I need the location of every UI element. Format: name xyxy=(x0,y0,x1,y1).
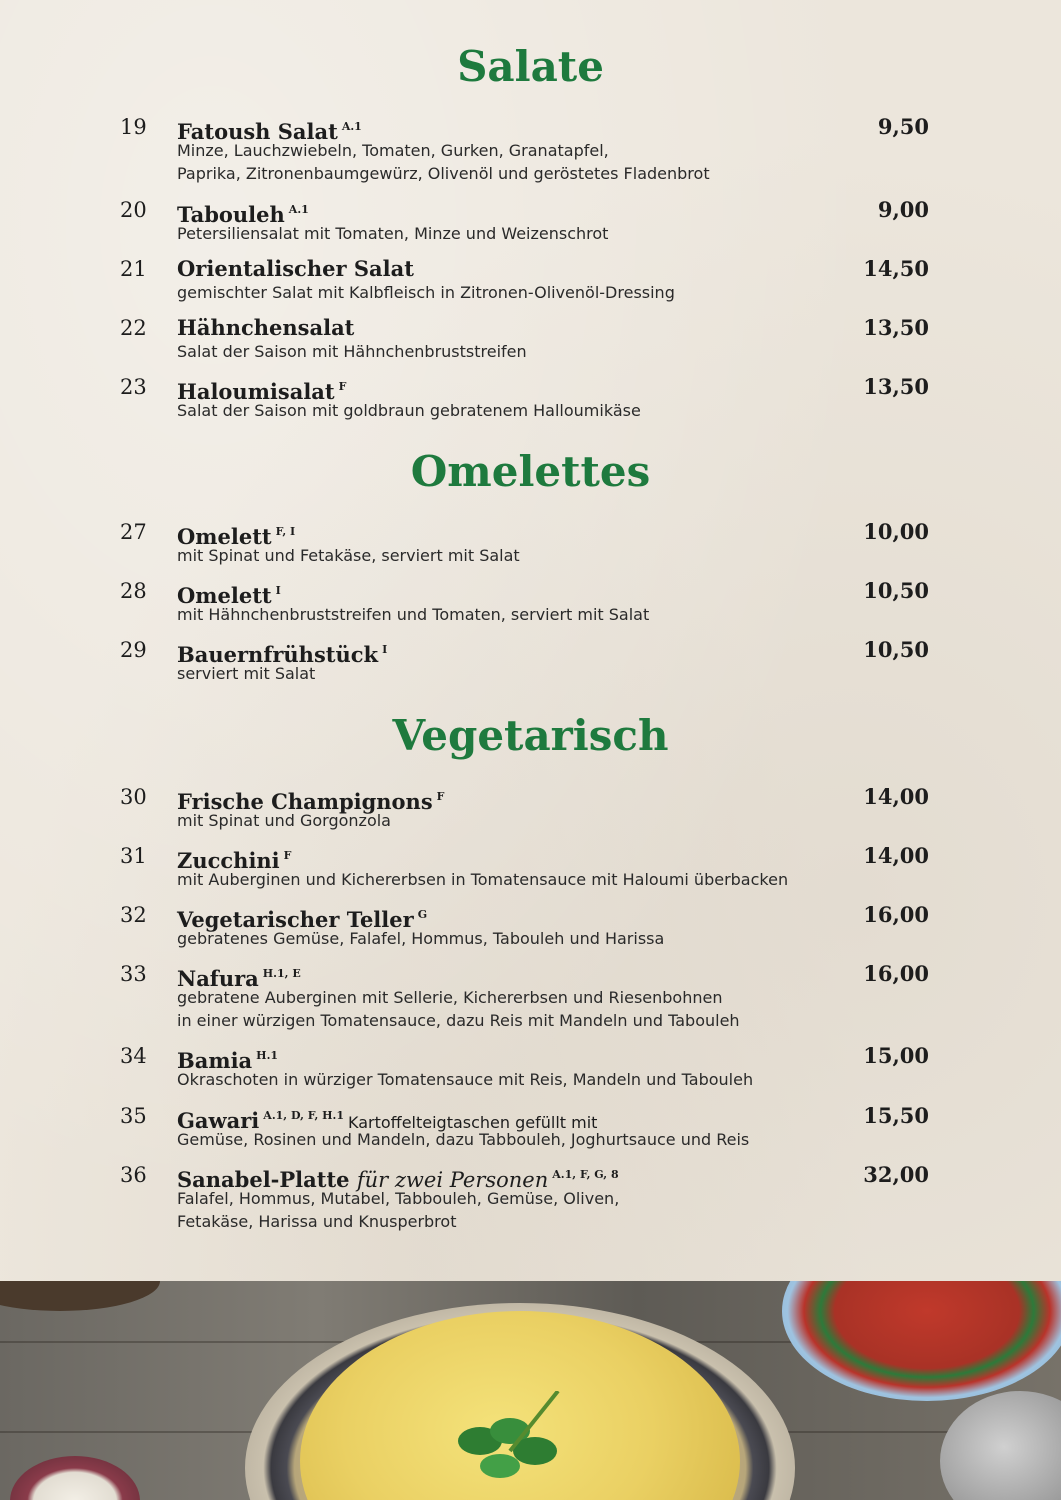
item-name-note: für zwei Personen xyxy=(356,1168,549,1192)
item-description: Gemüse, Rosinen und Mandeln, dazu Tabbouleh, Joghurtsauce und Reis xyxy=(177,1130,750,1149)
item-price: 10,50 xyxy=(863,637,929,662)
allergen-codes: F xyxy=(436,790,445,803)
item-name: Omelett $^{F, I}$ xyxy=(177,524,296,549)
item-description: mit Hähnchenbruststreifen und Tomaten, serviert mit Salat xyxy=(177,605,650,624)
item-description: gemischter Salat mit Kalbfleisch in Zitronen-Olivenöl-Dressing xyxy=(177,283,675,302)
item-name: Sanabel-Platte für zwei Personen $^{A.1, F, G, 8}$ xyxy=(177,1167,619,1192)
item-name: Gawari $^{A.1, D, F, H.1}$ Kartoffelteigtaschen gefüllt mit xyxy=(177,1108,598,1133)
item-price: 10,50 xyxy=(863,578,929,603)
item-number: 33 xyxy=(120,962,147,986)
item-description: Salat der Saison mit goldbraun gebratenem Halloumikäse xyxy=(177,401,641,420)
item-number: 32 xyxy=(120,903,147,927)
item-description: gebratenes Gemüse, Falafel, Hommus, Tabouleh und Harissa xyxy=(177,929,665,948)
allergen-codes: A.1, D, F, H.1 xyxy=(263,1109,345,1122)
allergen-codes: A.1 xyxy=(341,120,362,133)
allergen-codes: H.1 xyxy=(256,1049,279,1062)
item-description: mit Spinat und Gorgonzola xyxy=(177,811,391,830)
item-number: 21 xyxy=(120,257,147,281)
item-name: Vegetarischer Teller $^G$ xyxy=(177,907,428,932)
allergen-codes: H.1, E xyxy=(262,967,301,980)
item-name: Bamia $^{H.1}$ xyxy=(177,1048,279,1073)
item-price: 32,00 xyxy=(863,1162,929,1187)
item-number: 19 xyxy=(120,115,147,139)
item-number: 35 xyxy=(120,1104,147,1128)
item-name: Nafura $^{H.1, E}$ xyxy=(177,966,301,991)
allergen-codes: F xyxy=(338,380,347,393)
allergen-codes: F, I xyxy=(275,525,296,538)
small-bowl-image xyxy=(10,1456,140,1500)
item-name: Tabouleh $^{A.1}$ xyxy=(177,202,309,227)
item-description: mit Auberginen und Kichererbsen in Tomatensauce mit Haloumi überbacken xyxy=(177,870,789,889)
section-title-vegetarisch: Vegetarisch xyxy=(392,711,669,760)
item-description: serviert mit Salat xyxy=(177,664,316,683)
item-price: 10,00 xyxy=(863,519,929,544)
spoon-image xyxy=(940,1391,1061,1500)
food-photo xyxy=(0,1281,1061,1500)
item-price: 16,00 xyxy=(863,961,929,986)
parsley-icon xyxy=(440,1391,570,1491)
allergen-codes: I xyxy=(382,643,388,656)
item-name: Fatoush Salat $^{A.1}$ xyxy=(177,119,362,144)
item-price: 15,00 xyxy=(863,1043,929,1068)
item-description: Minze, Lauchzwiebeln, Tomaten, Gurken, Granatapfel, Paprika, Zitronenbaumgewürz, Olivenöl und geröstetes Fladenbrot xyxy=(177,141,710,183)
allergen-codes: A.1 xyxy=(288,203,309,216)
allergen-codes: F xyxy=(283,849,292,862)
item-price: 9,50 xyxy=(877,114,929,139)
item-number: 27 xyxy=(120,520,147,544)
item-price: 13,50 xyxy=(863,374,929,399)
item-price: 14,00 xyxy=(863,843,929,868)
wooden-board-image xyxy=(0,1281,160,1311)
item-name: Zucchini $^F$ xyxy=(177,848,292,873)
item-number: 22 xyxy=(120,316,147,340)
item-price: 14,00 xyxy=(863,784,929,809)
salsa-bowl-image xyxy=(782,1281,1061,1401)
item-inline-description: Kartoffelteigtaschen gefüllt mit xyxy=(348,1113,598,1132)
item-number: 20 xyxy=(120,198,147,222)
item-price: 15,50 xyxy=(863,1103,929,1128)
item-name: Omelett $^I$ xyxy=(177,583,281,608)
item-name: Haloumisalat $^F$ xyxy=(177,379,347,404)
allergen-codes: A.1, F, G, 8 xyxy=(552,1168,619,1181)
item-number: 28 xyxy=(120,579,147,603)
item-number: 23 xyxy=(120,375,147,399)
item-name: Bauernfrühstück $^I$ xyxy=(177,642,388,667)
section-title-salate: Salate xyxy=(457,42,604,91)
section-title-omelettes: Omelettes xyxy=(410,447,651,496)
item-description: Okraschoten in würziger Tomatensauce mit Reis, Mandeln und Tabouleh xyxy=(177,1070,754,1089)
item-description: mit Spinat und Fetakäse, serviert mit Salat xyxy=(177,546,520,565)
item-description: gebratene Auberginen mit Sellerie, Kichererbsen und Riesenbohnen in einer würzigen Tomatensauce, dazu Reis mit Mandeln und Tabouleh xyxy=(177,988,740,1030)
item-name: Hähnchensalat xyxy=(177,315,355,340)
item-description: Petersiliensalat mit Tomaten, Minze und Weizenschrot xyxy=(177,224,609,243)
item-number: 34 xyxy=(120,1044,147,1068)
item-description: Salat der Saison mit Hähnchenbruststreifen xyxy=(177,342,527,361)
item-price: 14,50 xyxy=(863,256,929,281)
item-description: Falafel, Hommus, Mutabel, Tabbouleh, Gemüse, Oliven, Fetakäse, Harissa und Knusperbrot xyxy=(177,1189,620,1231)
allergen-codes: I xyxy=(275,584,281,597)
item-price: 16,00 xyxy=(863,902,929,927)
item-number: 36 xyxy=(120,1163,147,1187)
item-number: 29 xyxy=(120,638,147,662)
allergen-codes: G xyxy=(417,908,428,921)
item-number: 31 xyxy=(120,844,147,868)
item-name: Frische Champignons $^F$ xyxy=(177,789,445,814)
item-price: 13,50 xyxy=(863,315,929,340)
item-price: 9,00 xyxy=(877,197,929,222)
item-number: 30 xyxy=(120,785,147,809)
item-name: Orientalischer Salat xyxy=(177,256,414,281)
